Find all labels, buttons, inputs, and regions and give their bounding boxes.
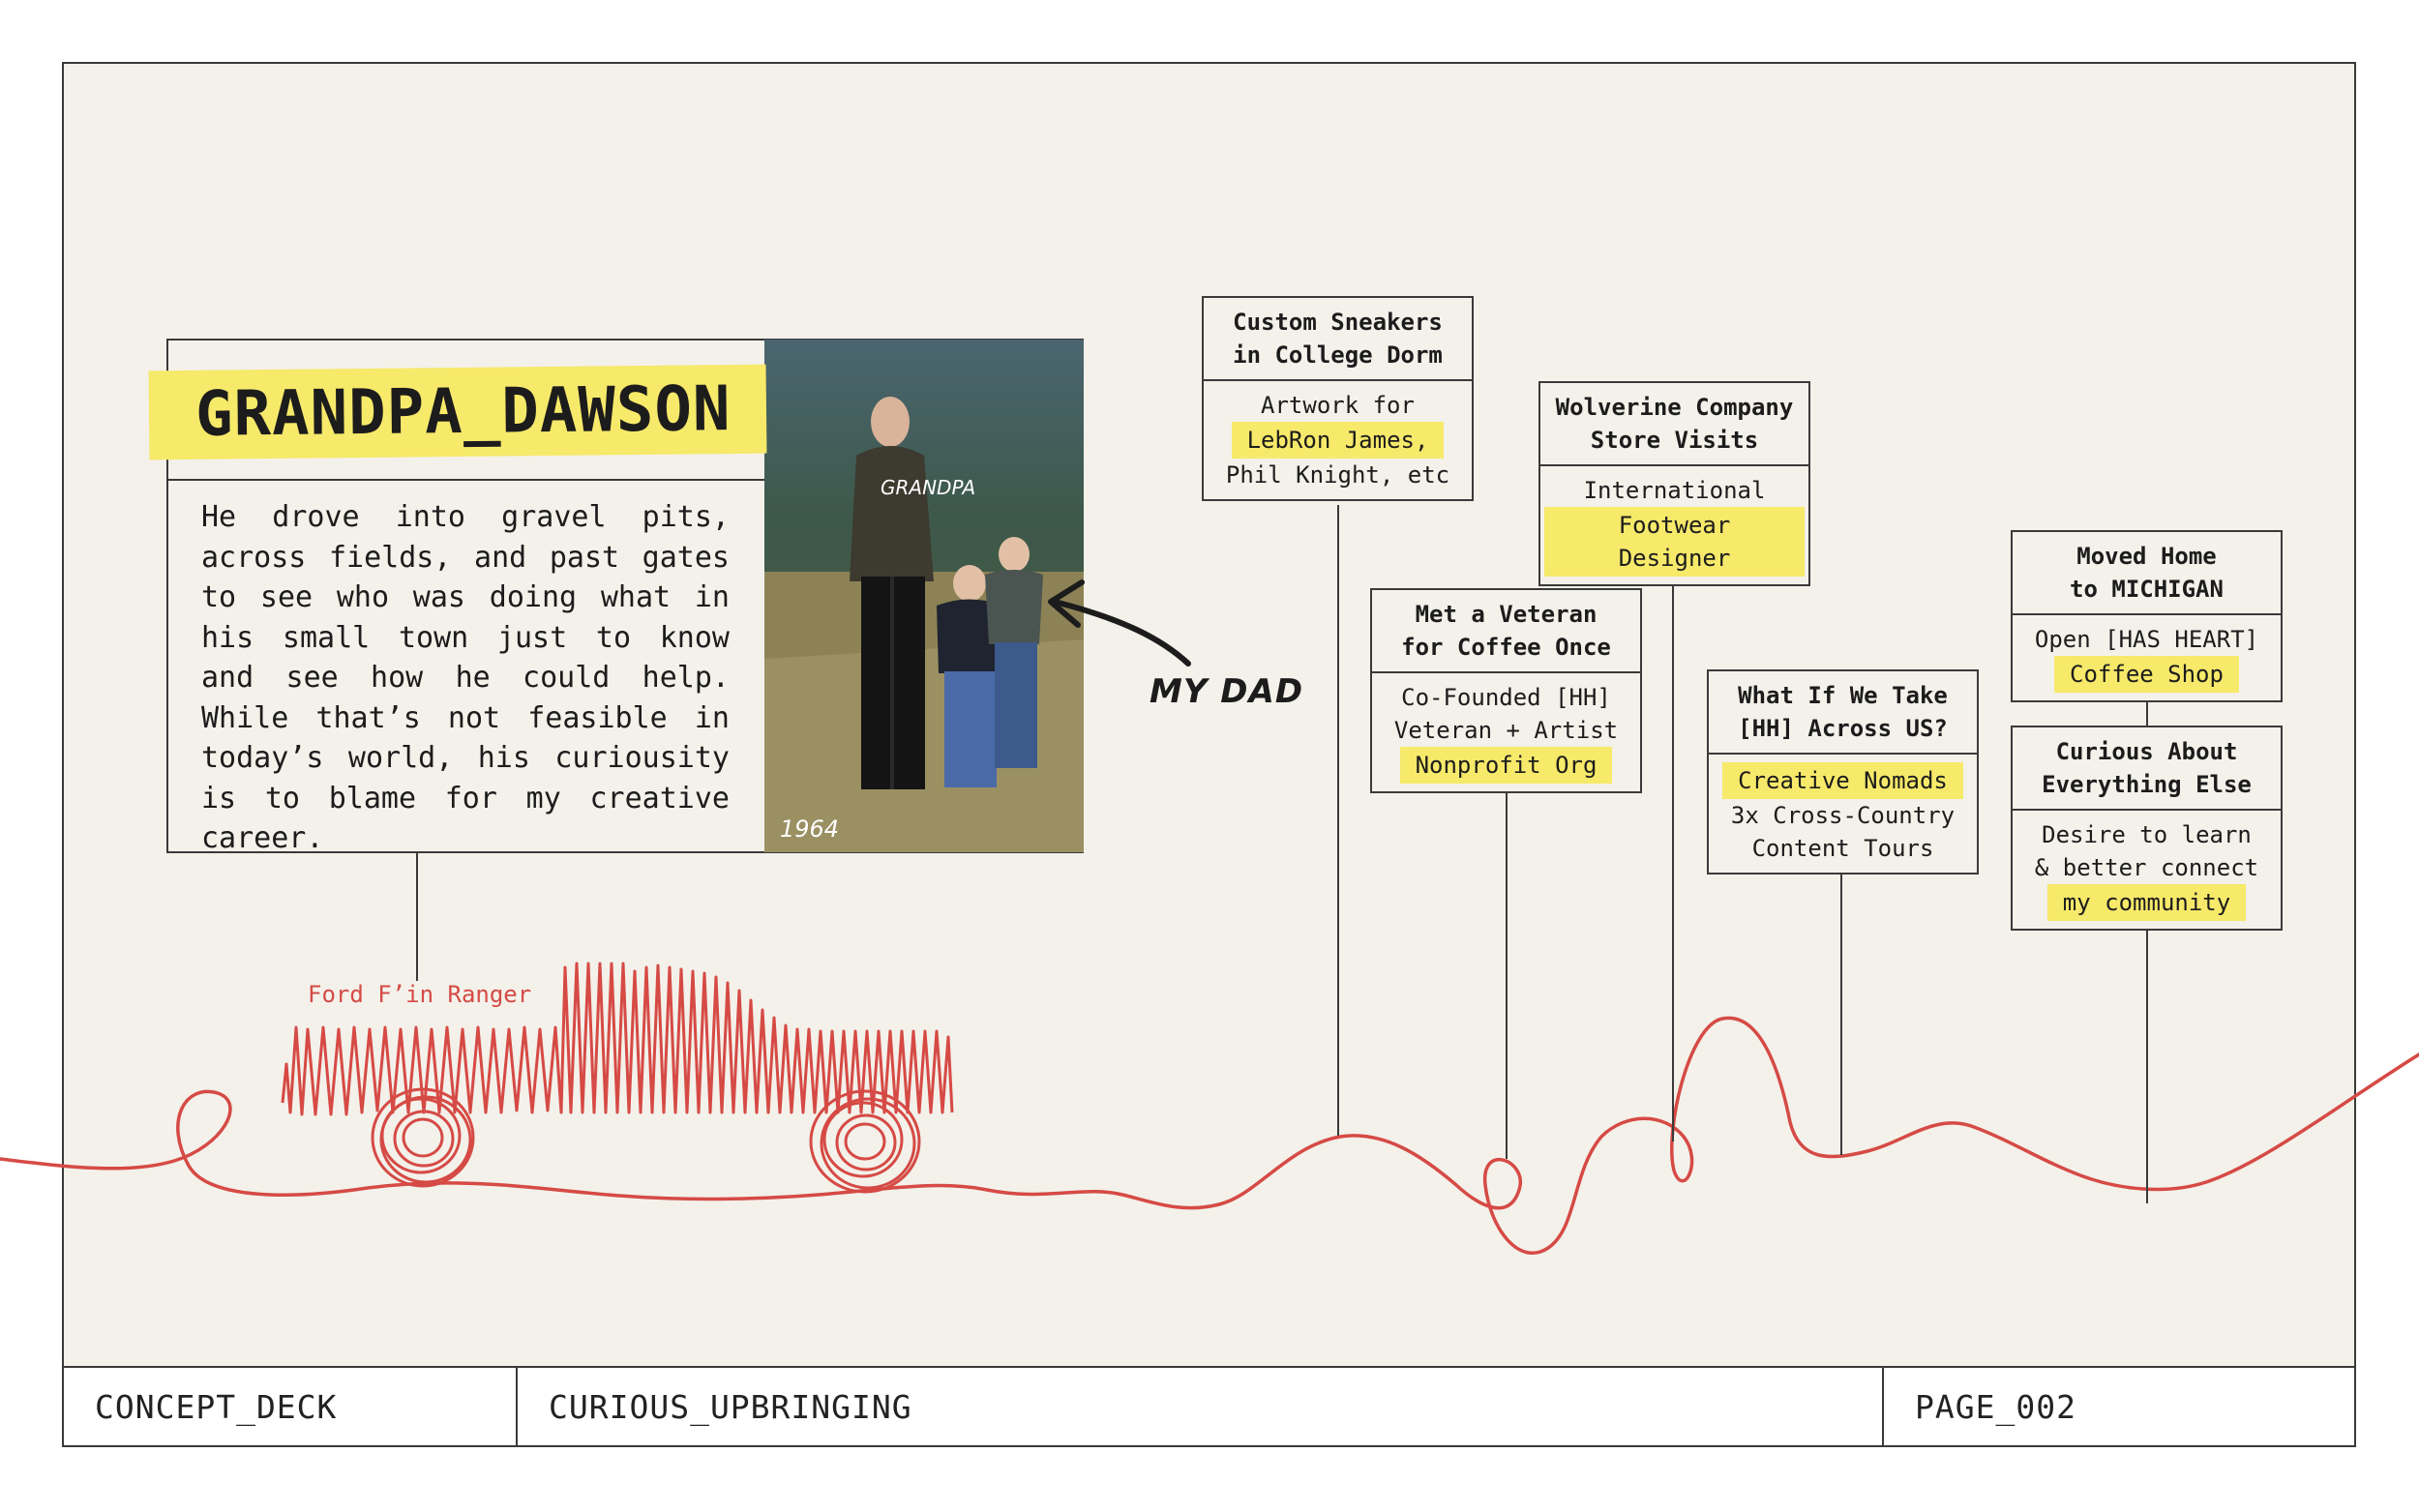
milestone-card-curious [2011,726,2283,931]
card-stem-5 [2146,700,2148,727]
footer-page-label: PAGE_002 [1915,1387,2076,1426]
slide-footer [62,1366,2356,1447]
card-highlight: Coffee Shop [2054,656,2239,693]
card-title: Met a Veteran for Coffee Once [1372,590,1640,673]
footer-deck-label: CONCEPT_DECK [64,1368,518,1445]
card-body: Artwork for LebRon James, Phil Knight, etc [1225,392,1450,489]
profile-name: GRANDPA_DAWSON [194,373,732,451]
card-body: International Footwear Designer [1540,466,1808,584]
card-body: Open [HAS HEART] Coffee Shop [2013,615,2281,700]
card-highlight: Nonprofit Org [1400,747,1613,784]
card-body: Creative Nomads 3x Cross-Country Content Tours [1709,755,1977,873]
car-label: Ford F’in Ranger [308,981,532,1008]
card-body: Desire to learn & better connect my community [2013,811,2281,929]
card-title: Custom Sneakers in College Dorm [1204,298,1472,381]
profile-stem [416,853,418,981]
milestone-card-michigan [2011,530,2283,702]
card-highlight: LebRon James, [1232,422,1445,459]
card-stem-6 [2146,923,2148,1203]
milestone-card-wolverine [1538,381,1810,586]
card-stem-3 [1672,549,1674,1141]
card-highlight: my community [2047,884,2246,921]
card-body: Co-Founded [HH] Veteran + Artist Nonprofit Org [1372,673,1640,791]
milestone-card-sneakers [1202,296,1474,501]
photo-label-grandpa: GRANDPA [881,476,976,499]
photo-year: 1964 [780,815,840,843]
card-title: Curious About Everything Else [2013,727,2281,811]
my-dad-label: MY DAD [1150,672,1304,711]
card-stem-4 [1840,865,1842,1155]
card-highlight: Creative Nomads [1722,762,1963,799]
milestone-card-veteran [1370,588,1642,793]
card-stem-1 [1337,505,1339,1136]
profile-bio: He drove into gravel pits, across fields, and past gates to see who was doing what in his small town just to know and see how he could help. While that’s not feasible in today’s world, his curiousity is to blame for my creative career. [201,500,730,855]
card-title: What If We Take [HH] Across US? [1709,671,1977,755]
milestone-card-nomads [1707,669,1979,875]
card-highlight: Footwear Designer [1544,507,1805,577]
card-stem-2 [1506,784,1508,1159]
card-title: Wolverine Company Store Visits [1540,383,1808,466]
card-title: Moved Home to MICHIGAN [2013,532,2281,615]
footer-section-label: CURIOUS_UPBRINGING [518,1368,1884,1445]
name-tag [149,365,767,460]
